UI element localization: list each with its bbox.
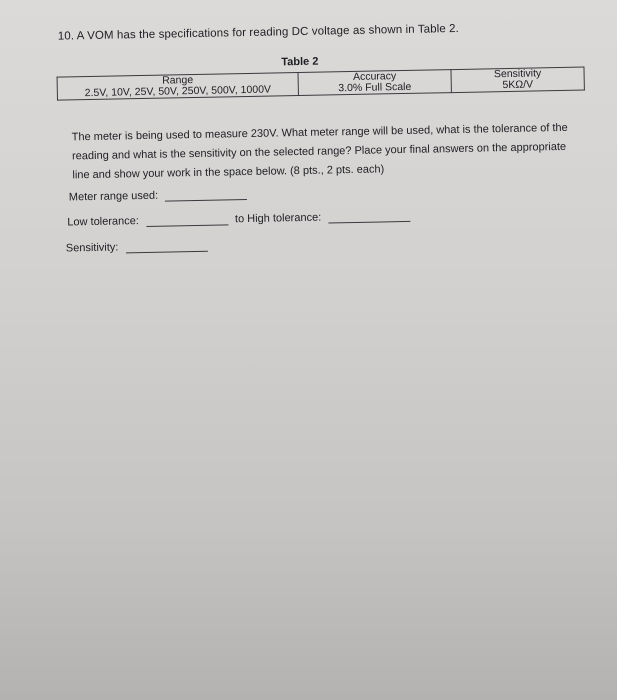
- meter-range-blank[interactable]: [165, 187, 247, 202]
- meter-range-label: Meter range used:: [68, 189, 159, 204]
- cell-range: 2.5V, 10V, 25V, 50V, 250V, 500V, 1000V: [57, 84, 298, 100]
- sensitivity-label: Sensitivity:: [65, 241, 119, 255]
- sensitivity-blank[interactable]: [125, 239, 207, 254]
- high-tolerance-blank[interactable]: [328, 209, 410, 224]
- header-range: Range: [57, 73, 298, 89]
- table-caption: Table 2: [281, 55, 319, 69]
- spec-table: [57, 67, 585, 101]
- question-prompt: The meter is being used to measure 230V. What meter range will be used, what is the tolerance of the reading and what is the sensitivity on the selected range? Place your final answers on the appropriate line and show your work in the space below. (8 pts., 2 pts. each): [71, 121, 568, 182]
- question-title: 10. A VOM has the specifications for reading DC voltage as shown in Table 2.: [57, 22, 459, 43]
- meter-range-row: [69, 187, 248, 203]
- header-accuracy: Accuracy: [298, 70, 451, 84]
- low-tolerance-blank[interactable]: [146, 212, 228, 227]
- cell-accuracy: 3.0% Full Scale: [298, 81, 451, 95]
- tolerance-row: [67, 209, 410, 229]
- header-sensitivity: Sensitivity: [451, 67, 584, 81]
- sensitivity-row: [66, 239, 208, 255]
- cell-sensitivity: 5KΩ/V: [451, 79, 584, 93]
- low-tolerance-label: Low tolerance:: [67, 215, 139, 229]
- high-tolerance-label: to High tolerance:: [234, 211, 322, 226]
